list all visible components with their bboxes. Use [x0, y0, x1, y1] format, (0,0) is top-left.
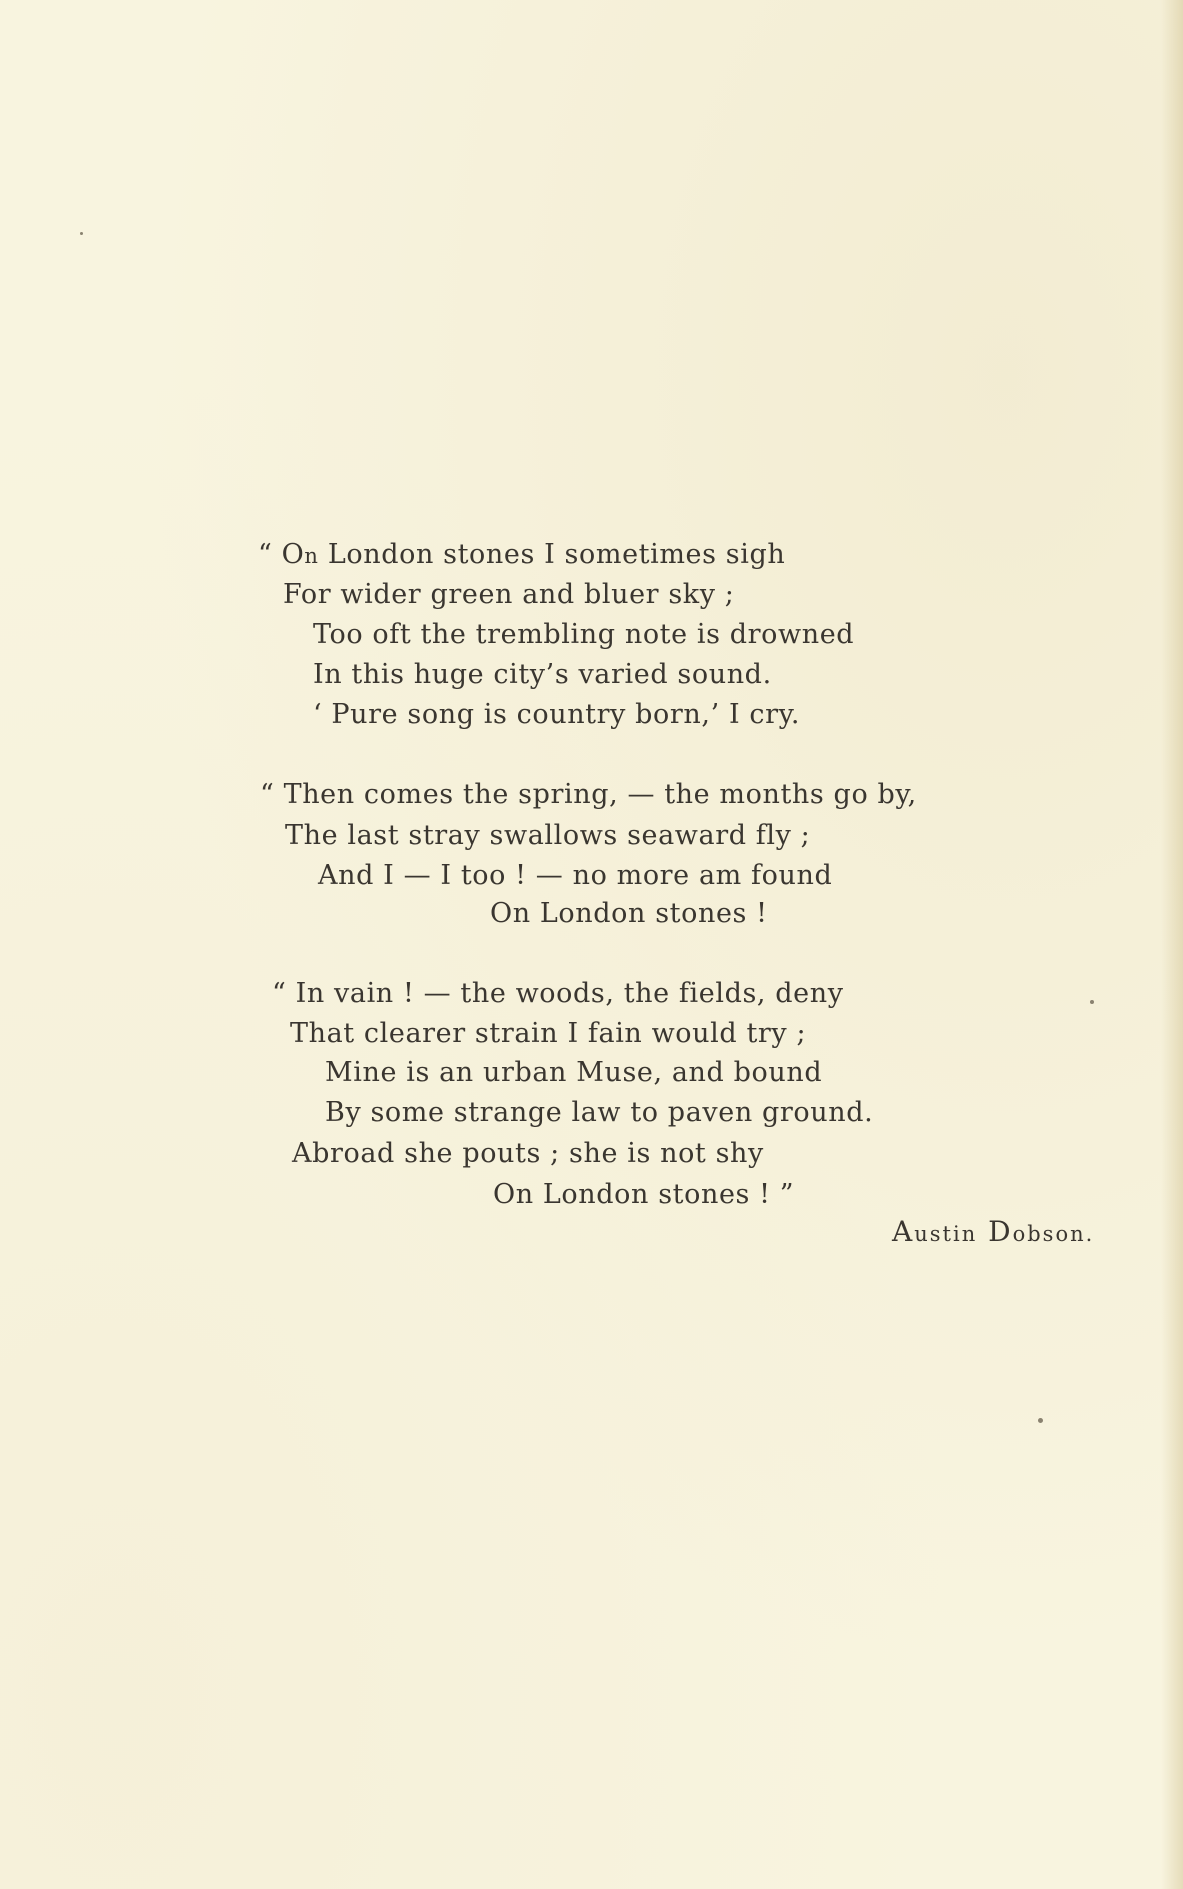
- line-text: London stones I sometimes sigh: [318, 539, 786, 570]
- open-quote: “: [258, 539, 273, 570]
- poem-line: The last stray swallows seaward fly ;: [285, 820, 811, 851]
- poem-line: And I — I too ! — no more am found: [318, 860, 833, 891]
- poem-line: In this huge city’s varied sound.: [313, 659, 772, 690]
- author-small-caps: obson.: [1012, 1222, 1095, 1246]
- author-initial: A: [892, 1215, 915, 1248]
- page-edge-shadow: [1161, 0, 1183, 1889]
- poem-line: Too oft the trembling note is drowned: [313, 619, 855, 650]
- paper-speck: [1038, 1418, 1043, 1423]
- poem-line: “ Then comes the spring, — the months go by,: [260, 779, 917, 810]
- drop-initial: O: [281, 539, 305, 570]
- author-small-caps: ustin: [914, 1222, 978, 1246]
- poem-line: ‘ Pure song is country born,’ I cry.: [313, 699, 801, 730]
- poem-line: For wider green and bluer sky ;: [283, 579, 735, 610]
- paper-speck: [1090, 1000, 1094, 1004]
- small-caps: n: [304, 544, 319, 568]
- poem-line: “ In vain ! — the woods, the fields, deny: [272, 978, 844, 1009]
- poem-line: Abroad she pouts ; she is not shy: [292, 1138, 764, 1169]
- poem-line: That clearer strain I fain would try ;: [290, 1018, 807, 1049]
- author-signature: [892, 1215, 1095, 1248]
- paper-speck: [80, 232, 83, 235]
- poem-line: By some strange law to paven ground.: [325, 1097, 874, 1128]
- author-initial: D: [988, 1215, 1013, 1248]
- poem-line: On London stones ! ”: [493, 1179, 795, 1210]
- poem-line: [258, 541, 785, 568]
- poem-line: Mine is an urban Muse, and bound: [325, 1057, 823, 1088]
- poem-line: On London stones !: [490, 898, 768, 929]
